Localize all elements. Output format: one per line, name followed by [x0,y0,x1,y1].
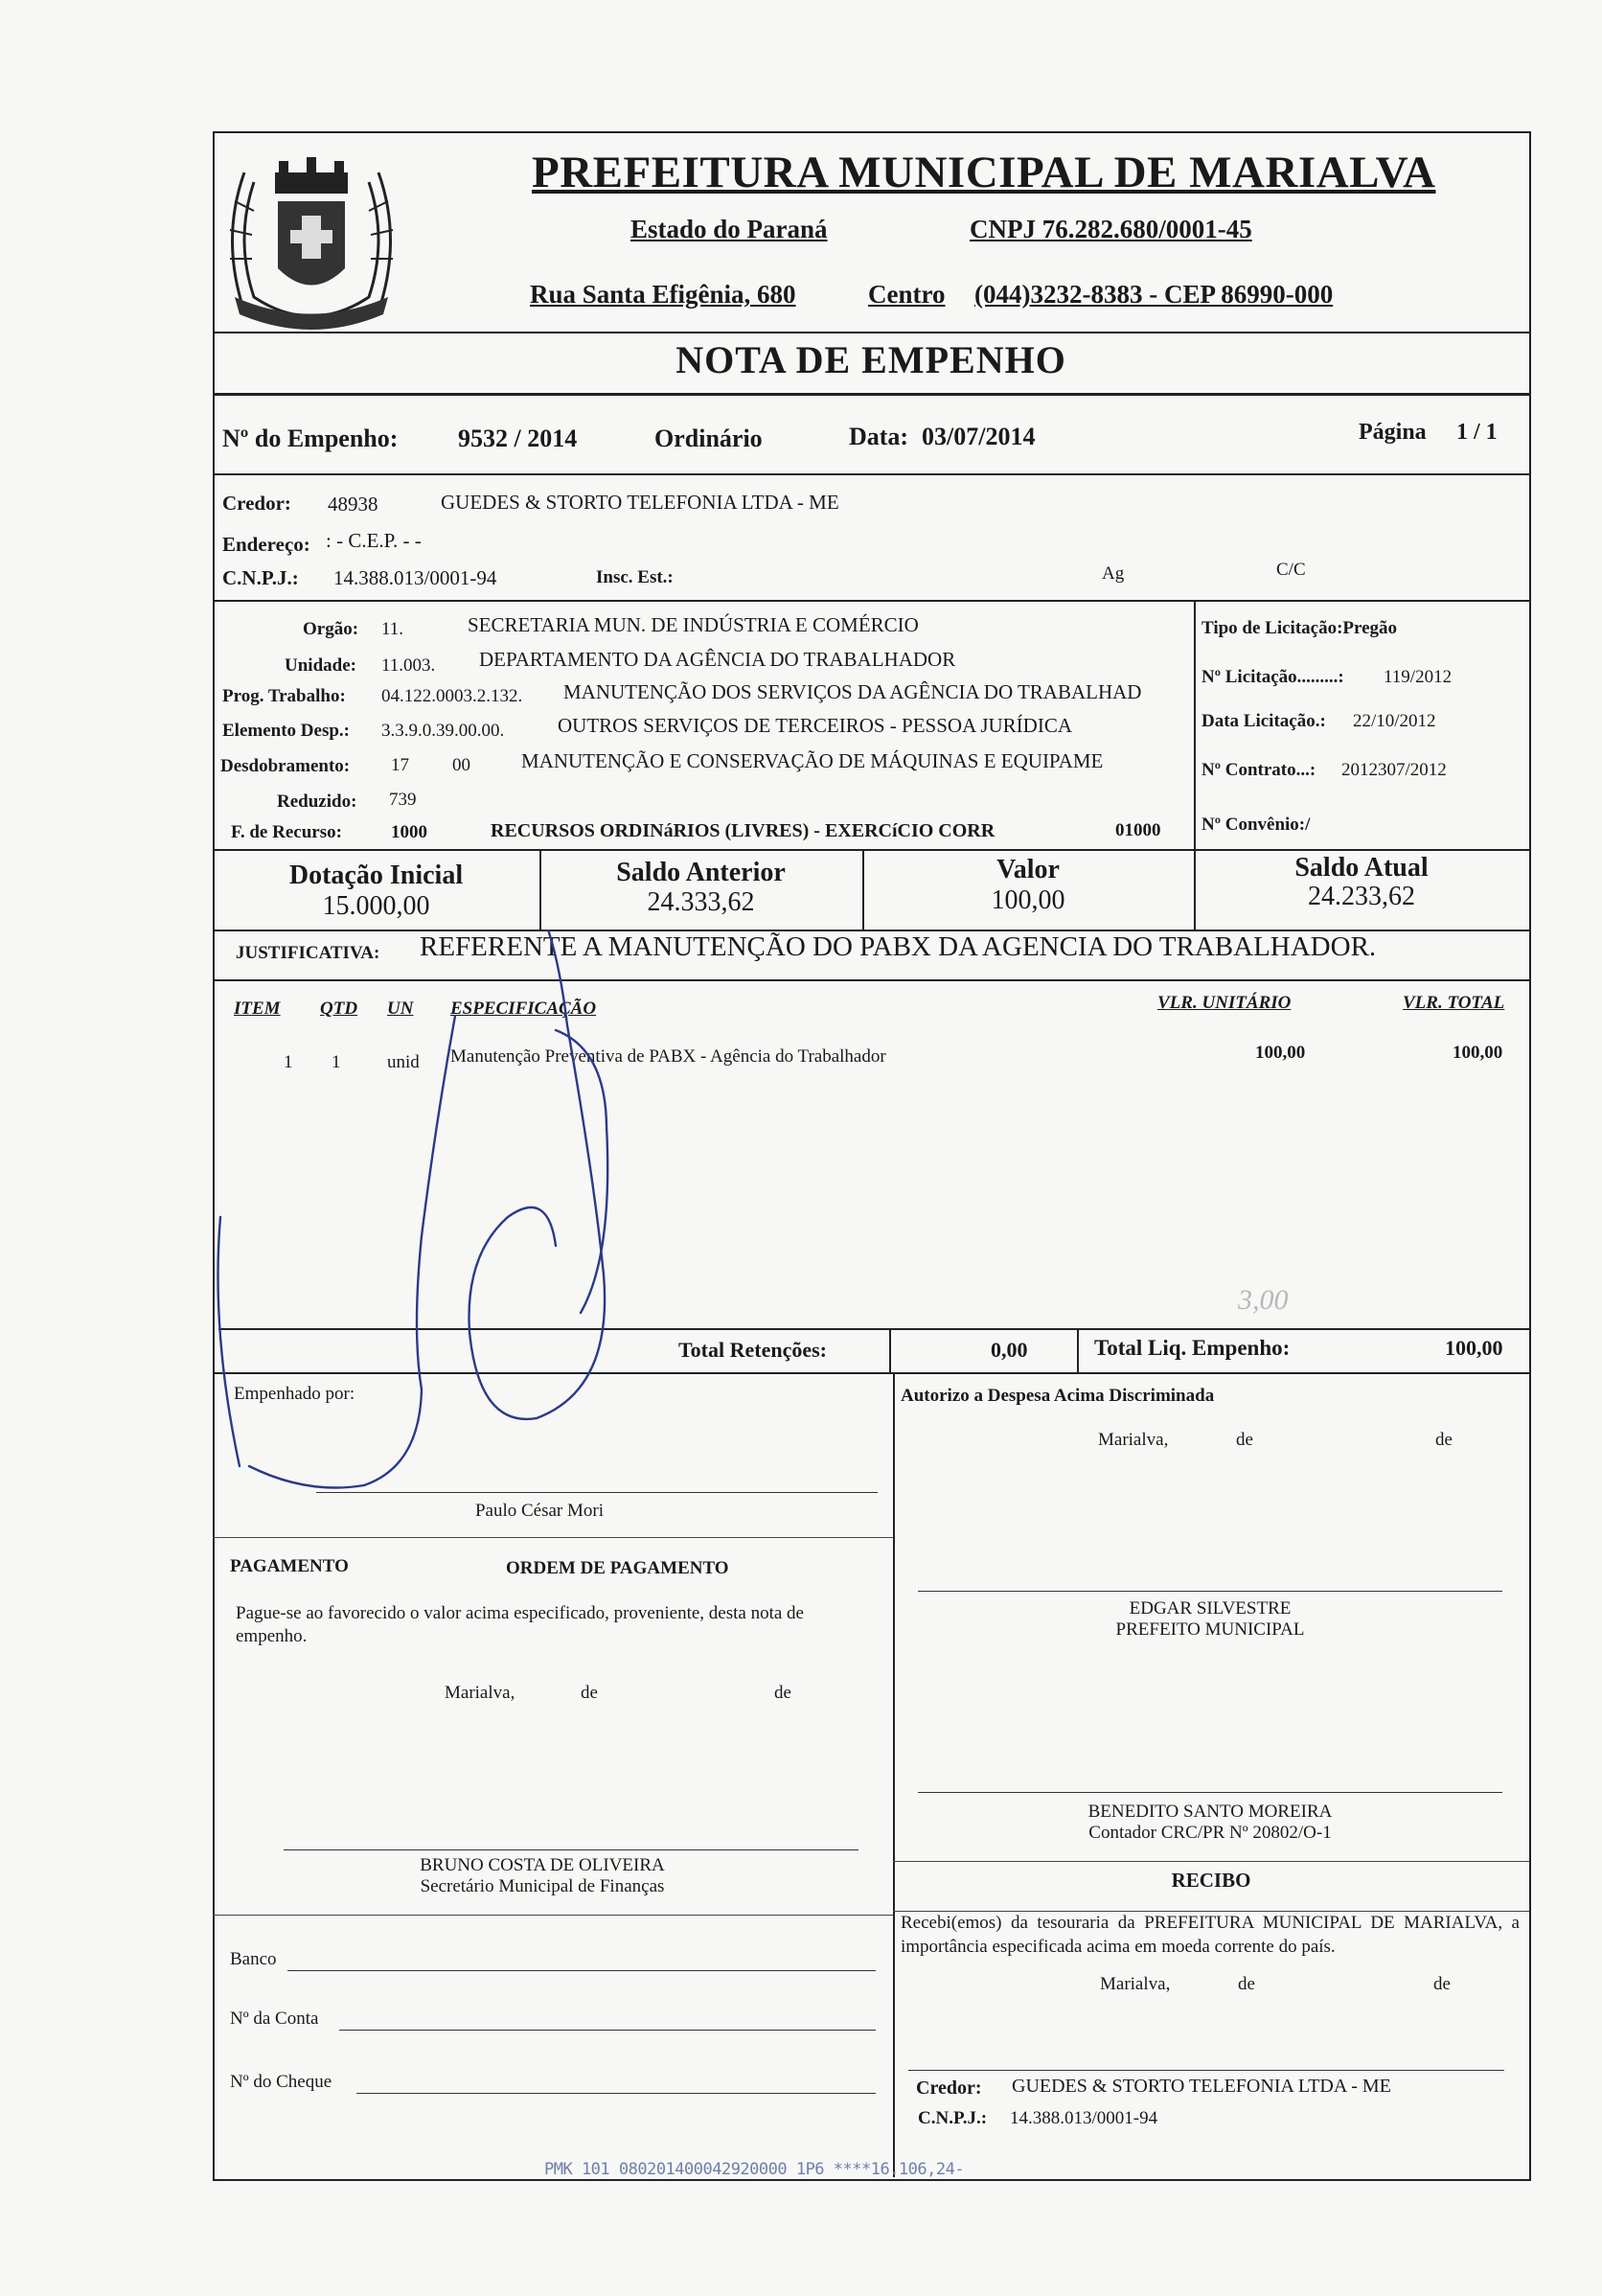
recurso-number: 01000 [1115,820,1161,840]
item-number: 1 [284,1052,293,1072]
autorizo-city: Marialva, [1098,1430,1169,1450]
elemento-label: Elemento Desp.: [222,721,350,741]
reduzido-label: Reduzido: [277,792,357,812]
contador-title: Contador CRC/PR Nº 20802/O-1 [1088,1823,1332,1843]
page-number: 1 / 1 [1456,420,1498,445]
desdobramento-b: 00 [452,755,470,775]
col-vlr-unitario: VLR. UNITÁRIO [1157,993,1292,1013]
justificativa-label: JUSTIFICATIVA: [236,943,380,963]
pagamento-label: PAGAMENTO [230,1556,349,1576]
recibo-de-1: de [1238,1974,1255,1994]
elemento-code: 3.3.9.0.39.00.00. [381,721,505,741]
coat-of-arms-logo [216,144,407,340]
saldo-anterior-label: Saldo Anterior [616,858,786,887]
justificativa-text: REFERENTE A MANUTENÇÃO DO PABX DA AGENCIA DO TRABALHADOR. [420,931,1377,962]
secretario-title: Secretário Municipal de Finanças [420,1876,665,1896]
document-title: NOTA DE EMPENHO [675,338,1066,381]
pagamento-de-1: de [581,1683,598,1703]
prog-name: MANUTENÇÃO DOS SERVIÇOS DA AGÊNCIA DO TRABALHAD [563,680,1142,703]
page-label: Página [1359,420,1427,445]
pagamento-text: Pague-se ao favorecido o valor acima especificado, proveniente, desta nota de empenho. [236,1603,804,1646]
item-total: 100,00 [1453,1043,1503,1063]
empenho-date-label: Data: [849,423,909,450]
dotacao-value: 15.000,00 [322,891,430,921]
cheque-label: Nº do Cheque [230,2072,332,2092]
licitacao-data-label: Data Licitação.: [1202,711,1326,731]
orgao-label: Orgão: [303,619,359,639]
empenho-type: Ordinário [654,425,763,452]
header-cnpj: CNPJ 76.282.680/0001-45 [970,215,1252,243]
orgao-code: 11. [381,619,404,639]
recibo-de-2: de [1433,1974,1451,1994]
valor-value: 100,00 [991,885,1065,915]
contrato-num: 2012307/2012 [1341,760,1447,780]
cnpj-label: C.N.P.J.: [222,566,299,589]
retencoes-label: Total Retenções: [678,1338,827,1362]
prog-code: 04.122.0003.2.132. [381,686,523,706]
header-phone-cep: (044)3232-8383 - CEP 86990-000 [974,280,1334,309]
header-district: Centro [868,280,946,309]
prefeitura-title: PREFEITURA MUNICIPAL DE MARIALVA [532,148,1436,197]
col-un: UN [387,999,414,1019]
licitacao-num-label: Nº Licitação.........: [1202,667,1344,687]
unidade-label: Unidade: [285,655,356,676]
contador-name: BENEDITO SANTO MOREIRA [1087,1802,1333,1822]
empenhado-por-name: Paulo César Mori [474,1501,605,1521]
autorizo-de-2: de [1435,1430,1453,1450]
secretario-name: BRUNO COSTA DE OLIVEIRA [420,1855,665,1875]
prog-label: Prog. Trabalho: [222,686,346,706]
prefeito-name: EDGAR SILVESTRE [1129,1598,1292,1619]
autorizo-text: Autorizo a Despesa Acima Discriminada [901,1386,1215,1406]
recibo-label: RECIBO [1171,1869,1251,1892]
desdobramento-name: MANUTENÇÃO E CONSERVAÇÃO DE MÁQUINAS E EQUIPAME [521,749,1104,772]
pagamento-city: Marialva, [445,1683,515,1703]
footer-stamp: PMK 101 080201400042920000 1P6 ****16.106,24- [544,2160,965,2179]
address-label: Endereço: [222,533,310,556]
licitacao-num: 119/2012 [1384,667,1453,687]
recibo-cnpj: 14.388.013/0001-94 [1010,2108,1158,2128]
cc-label: C/C [1276,560,1306,580]
empenhado-por-label: Empenhado por: [234,1384,355,1404]
recibo-text: Recebi(emos) da tesouraria da PREFEITURA MUNICIPAL DE MARIALVA, a importância especificada acima em moeda corrente do país. [901,1913,1520,1957]
reduzido-value: 739 [389,790,417,810]
saldo-atual-label: Saldo Atual [1294,853,1429,883]
handwritten-note: 3,00 [1238,1284,1289,1316]
liq-empenho-label: Total Liq. Empenho: [1094,1336,1291,1360]
empenho-label: Nº do Empenho: [222,425,399,452]
credor-code: 48938 [328,493,378,516]
recurso-label: F. de Recurso: [231,822,342,842]
recibo-credor-name: GUEDES & STORTO TELEFONIA LTDA - ME [1012,2076,1391,2097]
saldo-atual-value: 24.233,62 [1308,882,1415,911]
banco-label: Banco [230,1949,277,1969]
unidade-code: 11.003. [381,655,436,676]
ordem-pagamento-label: ORDEM DE PAGAMENTO [506,1558,729,1578]
credor-label: Credor: [222,492,291,515]
insc-est-label: Insc. Est.: [596,567,674,587]
valor-label: Valor [996,855,1060,884]
col-item: ITEM [234,999,281,1019]
credor-cnpj: 14.388.013/0001-94 [333,566,497,589]
ag-label: Ag [1102,563,1125,584]
desdobramento-a: 17 [391,755,409,775]
conta-label: Nº da Conta [230,2009,319,2029]
item-unit-price: 100,00 [1255,1043,1306,1063]
liq-empenho-value: 100,00 [1445,1336,1503,1360]
elemento-name: OUTROS SERVIÇOS DE TERCEIROS - PESSOA JURÍDICA [558,714,1073,737]
tipo-licitacao: Tipo de Licitação:Pregão [1202,618,1398,638]
recibo-city: Marialva, [1100,1974,1171,1994]
desdobramento-label: Desdobramento: [220,756,351,776]
dotacao-label: Dotação Inicial [288,861,464,890]
prefeito-title: PREFEITO MUNICIPAL [1115,1619,1305,1640]
col-vlr-total: VLR. TOTAL [1403,993,1505,1013]
state-name: Estado do Paraná [630,215,828,243]
saldo-anterior-value: 24.333,62 [647,887,755,917]
licitacao-data: 22/10/2012 [1353,711,1436,731]
contrato-label: Nº Contrato...: [1202,760,1316,780]
convenio-label: Nº Convênio:/ [1202,815,1311,835]
unidade-name: DEPARTAMENTO DA AGÊNCIA DO TRABALHADOR [479,648,956,671]
recurso-code: 1000 [391,822,427,842]
recurso-name: RECURSOS ORDINáRIOS (LIVRES) - EXERCíCIO CORR [491,820,996,841]
orgao-name: SECRETARIA MUN. DE INDÚSTRIA E COMÉRCIO [468,613,919,636]
empenho-number: 9532 / 2014 [458,425,578,452]
pagamento-de-2: de [774,1683,791,1703]
retencoes-value: 0,00 [991,1338,1028,1362]
recibo-cnpj-label: C.N.P.J.: [918,2108,988,2128]
item-spec: Manutenção Preventiva de PABX - Agência do Trabalhador [450,1046,886,1067]
header-address: Rua Santa Efigênia, 680 [530,280,796,309]
empenho-date: 03/07/2014 [922,423,1036,450]
recibo-credor-label: Credor: [916,2078,982,2099]
col-qtd: QTD [320,999,358,1019]
item-unit: unid [387,1052,420,1072]
col-especificacao: ESPECIFICAÇÃO [450,999,597,1019]
address-value: : - C.E.P. - - [326,529,422,552]
item-qty: 1 [332,1052,341,1072]
autorizo-de-1: de [1236,1430,1253,1450]
credor-name: GUEDES & STORTO TELEFONIA LTDA - ME [441,491,839,514]
